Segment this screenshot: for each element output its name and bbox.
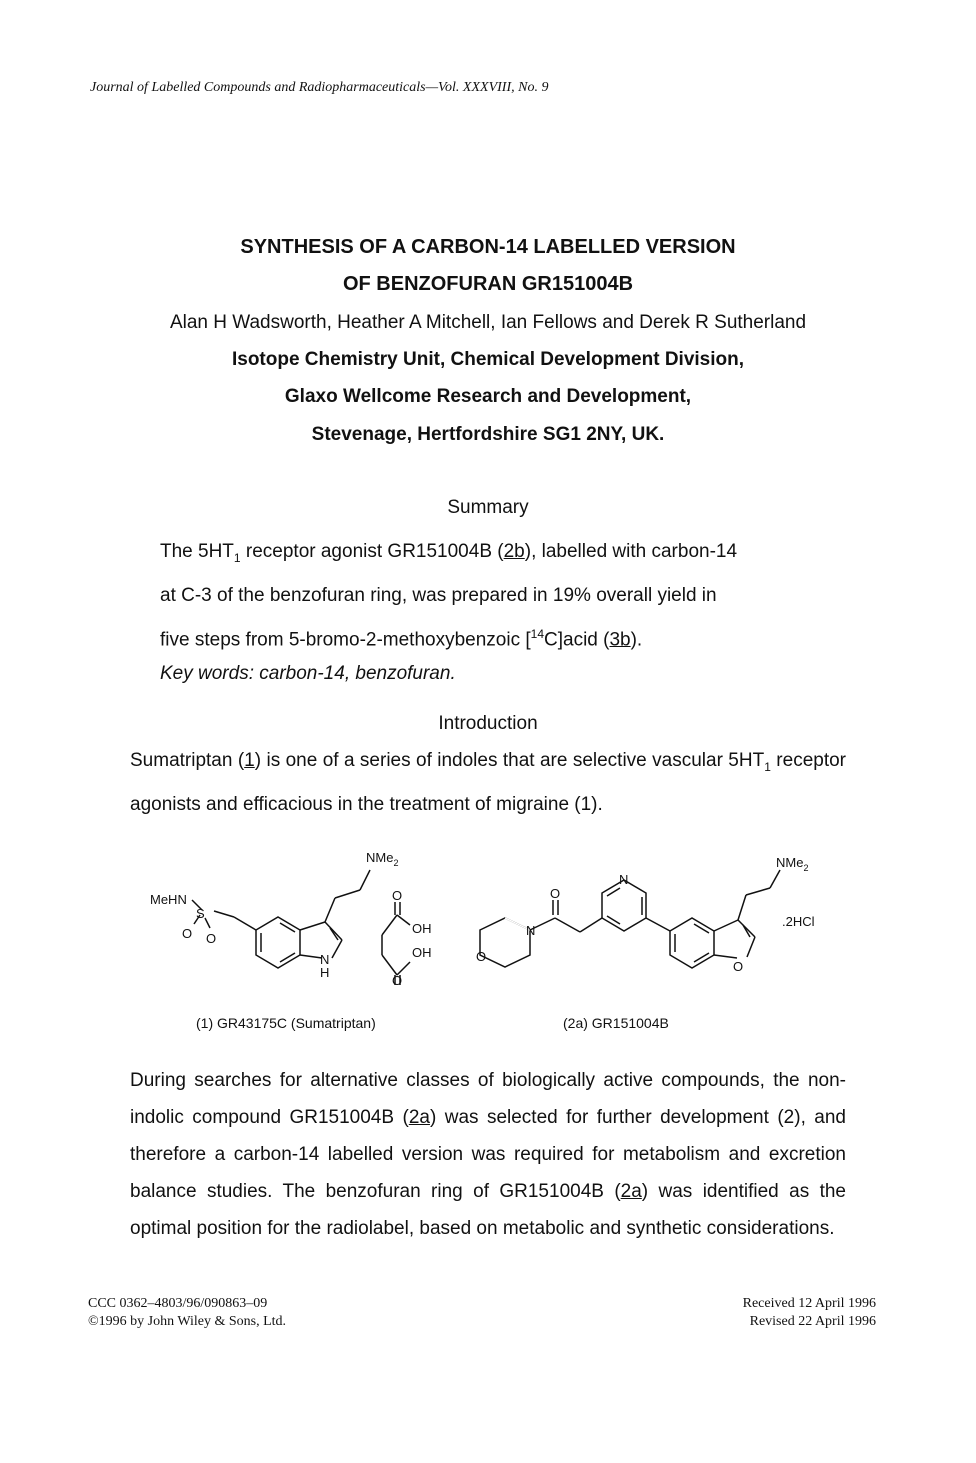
oxygen-label: O <box>182 926 193 941</box>
summary-heading: Summary <box>447 497 529 518</box>
furan-o-label: O <box>733 959 744 974</box>
footer-right <box>743 1295 876 1331</box>
title-line-2: OF BENZOFURAN GR151004B <box>342 273 634 295</box>
succinic-o-label: O <box>392 973 403 988</box>
affiliation-line-1: Isotope Chemistry Unit, Chemical Development Division, <box>231 349 745 370</box>
succinic-oh-label: OH <box>412 945 432 960</box>
revised-date: Revised 22 April 1996 <box>749 1314 876 1329</box>
figure-caption-1: (1) GR43175C (Sumatriptan) <box>196 1015 376 1031</box>
oxygen-label: O <box>206 931 217 946</box>
introduction-heading: Introduction <box>438 713 538 734</box>
affiliation-line-3: Stevenage, Hertfordshire SG1 2NY, UK. <box>311 424 665 445</box>
ref-3b: 3b <box>609 629 631 651</box>
succinic-o-label: O <box>392 888 403 903</box>
received-date: Received 12 April 1996 <box>742 1296 876 1311</box>
hcl-label: .2HCl <box>782 914 815 929</box>
ref-1: 1 <box>244 750 255 771</box>
indole-n-label: N <box>320 952 330 967</box>
amide-o-label: O <box>550 886 561 901</box>
figure-caption-2: (2a) GR151004B <box>563 1015 669 1031</box>
pyridine-n-label: N <box>619 872 629 887</box>
intro-paragraph-1: Sumatriptan (1) is one of a series of indoles that are selective vascular $5HT_1$ receptor agonists and efficacious in the treatment of migraine (1). <box>130 750 846 815</box>
nme2-left-label: NMe$_2$ <box>366 850 399 868</box>
footer-left <box>88 1295 286 1331</box>
ref-2a: 2a <box>620 1181 642 1202</box>
title-line-1: SYNTHESIS OF A CARBON-14 LABELLED VERSION <box>240 236 736 258</box>
mehn-label: MeHN <box>150 892 187 907</box>
indole-h-label: H <box>320 965 330 980</box>
intro-paragraph-2: During searches for alternative classes of biologically active compounds, the non-indolic compound GR151004B (2a) was selected for further development (2), and therefore a carbon-14 labelled version was required for metabolism and excretion balance studies. The benzofuran ring of GR151004B (2a) was identified as the optimal position for the radiolabel, based on metabolic and synthetic considerations. <box>130 1070 846 1239</box>
summary-text: The $5HT_1$ receptor agonist GR151004B (2b), labelled with carbon-14 at C-3 of the benzofuran ring, was prepared in 19% overall yield in five steps from 5-bromo-2-methoxybenzoic [$^{14}$C]acid (3b). Key words: carbon-14, benzofuran. <box>160 533 800 689</box>
keywords: Key words: carbon-14, benzofuran. <box>160 663 456 685</box>
ref-2a: 2a <box>408 1107 430 1128</box>
ccc-code: CCC 0362–4803/96/090863–09 <box>88 1296 268 1311</box>
affiliation-line-2: Glaxo Wellcome Research and Development, <box>284 386 692 407</box>
ref-2b: 2b <box>503 541 525 562</box>
copyright: ©1996 by John Wiley & Sons, Ltd. <box>88 1314 287 1329</box>
succinic-oh-label: OH <box>412 921 432 936</box>
journal-header: Journal of Labelled Compounds and Radiopharmaceuticals—Vol. XXXVIII, No. 9 <box>90 80 549 95</box>
morpholine-o-label: O <box>476 949 487 964</box>
nme2-right-label: NMe$_2$ <box>776 855 809 873</box>
authors: Alan H Wadsworth, Heather A Mitchell, Ian Fellows and Derek R Sutherland <box>169 312 807 333</box>
chemical-structures-figure <box>130 840 850 1040</box>
morpholine-n-label: N <box>526 923 536 938</box>
sulfur-label: S <box>196 906 205 921</box>
